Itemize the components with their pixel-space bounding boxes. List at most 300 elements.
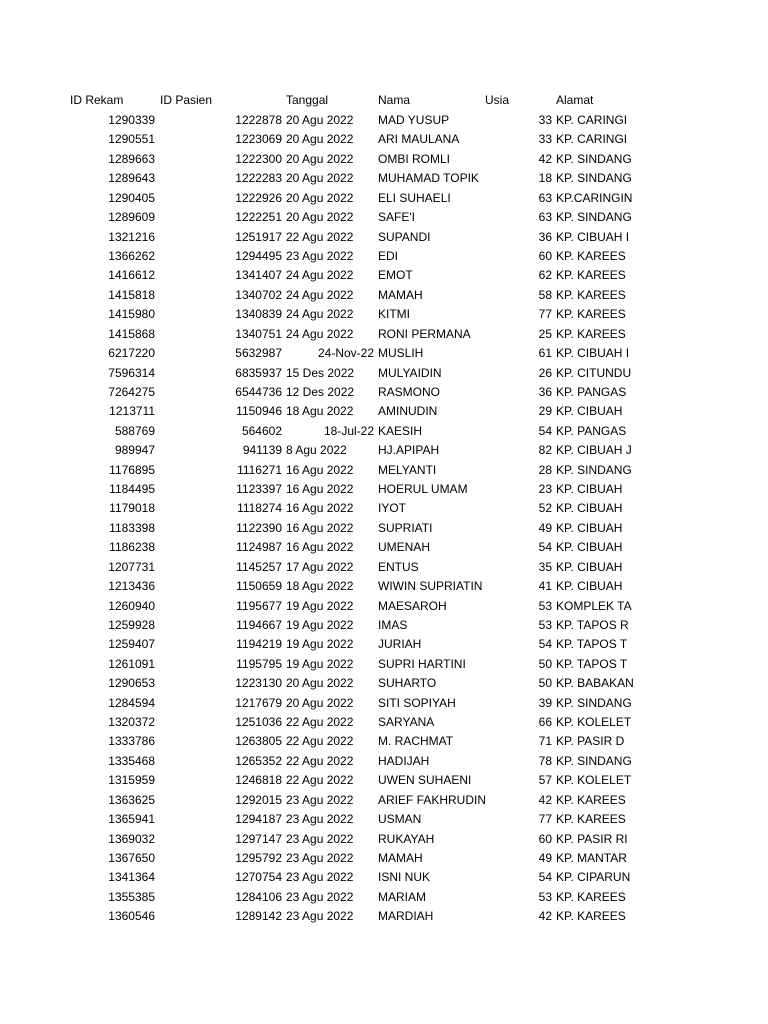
cell-tanggal[interactable]: 24 Agu 2022 [286, 326, 354, 341]
cell-tanggal[interactable]: 22 Agu 2022 [286, 773, 354, 788]
cell-usia[interactable]: 57 [538, 773, 552, 788]
cell-id-pasien[interactable]: 1340839 [235, 307, 282, 322]
cell-nama[interactable]: USMAN [378, 812, 422, 827]
cell-nama[interactable]: SUPRI HARTINI [378, 656, 466, 671]
cell-tanggal[interactable]: 24 Agu 2022 [286, 287, 354, 302]
cell-id-pasien[interactable]: 6835937 [235, 365, 282, 380]
table-row [0, 364, 768, 383]
cell-tanggal[interactable]: 22 Agu 2022 [286, 715, 354, 729]
cell-alamat[interactable]: KP. BABAKAN [556, 676, 634, 691]
cell-usia[interactable]: 50 [538, 656, 552, 671]
cell-usia[interactable]: 53 [538, 598, 552, 613]
cell-nama[interactable]: SITI SOPIYAH [378, 695, 456, 710]
cell-alamat[interactable]: KP. TAPOS T [556, 637, 628, 652]
cell-alamat[interactable]: KP. SINDANG [556, 462, 632, 477]
cell-alamat[interactable]: KP. KAREES [556, 812, 626, 827]
cell-nama[interactable]: MULYAIDIN [378, 365, 442, 380]
cell-nama[interactable]: IMAS [378, 617, 408, 632]
cell-usia[interactable]: 18 [538, 171, 552, 186]
cell-id-rekam[interactable]: 1367650 [108, 851, 155, 865]
cell-id-pasien[interactable]: 1284106 [235, 889, 282, 904]
table-row [0, 130, 768, 149]
cell-id-rekam[interactable]: 1284594 [108, 695, 155, 710]
cell-tanggal[interactable]: 20 Agu 2022 [286, 676, 354, 691]
cell-usia[interactable]: 53 [538, 889, 552, 904]
cell-id-pasien[interactable]: 1150659 [236, 579, 282, 594]
cell-id-pasien[interactable]: 1295792 [235, 851, 282, 865]
cell-id-rekam[interactable]: 1213436 [108, 579, 155, 594]
cell-usia[interactable]: 60 [538, 831, 552, 846]
cell-id-pasien[interactable]: 1292015 [235, 792, 282, 807]
cell-usia[interactable]: 23 [538, 482, 552, 496]
cell-nama[interactable]: OMBI ROMLI [378, 151, 451, 166]
cell-nama[interactable]: EMOT [378, 268, 413, 283]
cell-id-pasien[interactable]: 941139 [242, 443, 282, 458]
cell-tanggal[interactable]: 15 Des 2022 [286, 365, 355, 380]
cell-id-pasien[interactable]: 1297147 [235, 831, 282, 846]
table-row [0, 907, 768, 926]
cell-usia[interactable]: 42 [538, 151, 552, 166]
cell-nama[interactable]: MELYANTI [378, 462, 437, 477]
cell-usia[interactable]: 61 [538, 346, 552, 360]
cell-id-pasien[interactable]: 1223130 [235, 676, 282, 691]
cell-tanggal[interactable]: 8 Agu 2022 [286, 443, 347, 458]
cell-id-rekam[interactable]: 1289609 [108, 210, 155, 225]
cell-tanggal[interactable]: 12 Des 2022 [286, 384, 355, 399]
cell-id-pasien[interactable]: 1194219 [236, 637, 282, 652]
table-row [0, 150, 768, 169]
cell-nama[interactable]: SUPANDI [378, 229, 431, 244]
cell-usia[interactable]: 78 [538, 753, 552, 768]
cell-usia[interactable]: 60 [538, 248, 552, 263]
cell-nama[interactable]: ENTUS [378, 559, 419, 574]
cell-usia[interactable]: 53 [538, 617, 552, 632]
cell-nama[interactable]: SARYANA [378, 715, 435, 729]
cell-alamat[interactable]: KP. CIBUAH I [556, 346, 630, 360]
cell-nama[interactable]: SUPRIATI [378, 520, 433, 535]
cell-id-rekam[interactable]: 1289663 [108, 151, 155, 166]
table-row [0, 325, 768, 344]
cell-id-rekam[interactable]: 1183398 [109, 520, 155, 535]
table-row [0, 169, 768, 188]
cell-alamat[interactable]: KP. TAPOS R [556, 617, 629, 632]
cell-nama[interactable]: HJ.APIPAH [378, 443, 440, 458]
cell-id-rekam[interactable]: 1259928 [108, 617, 155, 632]
cell-id-rekam[interactable]: 1416612 [108, 268, 155, 283]
table-row [0, 635, 768, 654]
cell-tanggal[interactable]: 23 Agu 2022 [286, 870, 354, 885]
cell-tanggal[interactable]: 19 Agu 2022 [286, 617, 354, 632]
cell-tanggal[interactable]: 19 Agu 2022 [286, 598, 354, 613]
cell-tanggal[interactable]: 22 Agu 2022 [286, 229, 354, 244]
cell-nama[interactable]: UWEN SUHAENI [378, 773, 472, 788]
header-row [0, 91, 768, 110]
cell-nama[interactable]: ARI MAULANA [378, 132, 460, 147]
cell-id-rekam[interactable]: 989947 [114, 443, 155, 458]
cell-id-pasien[interactable]: 1222300 [235, 151, 282, 166]
cell-tanggal[interactable]: 23 Agu 2022 [286, 812, 354, 827]
cell-id-pasien[interactable]: 1289142 [235, 909, 282, 924]
cell-nama[interactable]: WIWIN SUPRIATIN [378, 579, 483, 594]
cell-nama[interactable]: HADIJAH [378, 753, 430, 768]
cell-id-rekam[interactable]: 1360546 [108, 909, 155, 924]
table-row [0, 461, 768, 480]
cell-usia[interactable]: 54 [538, 870, 552, 885]
header-usia[interactable]: Usia [485, 93, 510, 107]
cell-tanggal[interactable]: 17 Agu 2022 [286, 559, 354, 574]
cell-nama[interactable]: SUHARTO [378, 676, 437, 691]
cell-usia[interactable]: 35 [538, 559, 552, 574]
cell-usia[interactable]: 63 [538, 190, 552, 205]
cell-tanggal[interactable]: 23 Agu 2022 [286, 792, 354, 807]
cell-usia[interactable]: 71 [538, 734, 552, 749]
table-row [0, 888, 768, 907]
cell-id-rekam[interactable]: 1415818 [108, 287, 155, 302]
cell-id-rekam[interactable]: 7596314 [108, 365, 155, 380]
cell-id-rekam[interactable]: 1341364 [108, 870, 155, 885]
cell-id-rekam[interactable]: 1333786 [108, 734, 155, 749]
table-row [0, 266, 768, 285]
cell-id-pasien[interactable]: 1195795 [236, 656, 282, 671]
cell-alamat[interactable]: KP. CIBUAH [556, 501, 623, 516]
cell-id-rekam[interactable]: 1259407 [108, 637, 155, 652]
cell-alamat[interactable]: KP. CIBUAH [556, 579, 623, 594]
cell-alamat[interactable]: KP. KAREES [556, 792, 626, 807]
cell-usia[interactable]: 77 [538, 812, 552, 827]
cell-id-rekam[interactable]: 6217220 [108, 346, 155, 360]
cell-usia[interactable]: 58 [538, 287, 552, 302]
table-row [0, 441, 768, 460]
cell-tanggal[interactable]: 18-Jul-22 [323, 423, 374, 438]
table-row [0, 577, 768, 596]
cell-usia[interactable]: 26 [538, 365, 552, 380]
table-row [0, 713, 768, 732]
cell-tanggal[interactable]: 16 Agu 2022 [286, 462, 354, 477]
cell-alamat[interactable]: KP. KAREES [556, 889, 626, 904]
cell-nama[interactable]: UMENAH [378, 540, 431, 555]
header-tanggal[interactable]: Tanggal [286, 93, 329, 107]
cell-alamat[interactable]: KP. KAREES [556, 268, 626, 283]
cell-id-pasien[interactable]: 1116271 [237, 462, 282, 477]
cell-tanggal[interactable]: 24 Agu 2022 [286, 307, 354, 322]
cell-id-pasien[interactable]: 1222251 [235, 210, 282, 225]
cell-tanggal[interactable]: 18 Agu 2022 [286, 404, 354, 419]
cell-alamat[interactable]: KP. TAPOS T [556, 656, 628, 671]
cell-id-pasien[interactable]: 1263805 [235, 734, 282, 749]
cell-id-pasien[interactable]: 1122390 [236, 520, 282, 535]
cell-tanggal[interactable]: 16 Agu 2022 [286, 540, 354, 555]
cell-id-pasien[interactable]: 5632987 [235, 346, 282, 360]
cell-id-rekam[interactable]: 7264275 [108, 384, 155, 399]
cell-nama[interactable]: ISNI NUK [378, 870, 431, 885]
cell-id-rekam[interactable]: 1363625 [108, 792, 155, 807]
cell-usia[interactable]: 41 [538, 579, 552, 594]
cell-tanggal[interactable]: 23 Agu 2022 [286, 909, 354, 924]
cell-nama[interactable]: KAESIH [378, 423, 423, 438]
table-row [0, 597, 768, 616]
cell-id-pasien[interactable]: 1341407 [235, 268, 282, 283]
cell-alamat[interactable]: KP. KAREES [556, 909, 626, 924]
cell-tanggal[interactable]: 24 Agu 2022 [286, 268, 354, 283]
cell-nama[interactable]: RUKAYAH [378, 831, 435, 846]
cell-alamat[interactable]: KP. SINDANG [556, 151, 632, 166]
table-row [0, 402, 768, 421]
cell-id-pasien[interactable]: 6544736 [235, 384, 282, 399]
cell-id-pasien[interactable]: 1124987 [236, 540, 282, 555]
table-row [0, 752, 768, 771]
cell-usia[interactable]: 36 [538, 229, 552, 244]
cell-id-pasien[interactable]: 1270754 [235, 870, 282, 885]
cell-usia[interactable]: 49 [538, 520, 552, 535]
cell-tanggal[interactable]: 23 Agu 2022 [286, 831, 354, 846]
cell-id-rekam[interactable]: 588769 [114, 423, 155, 438]
cell-alamat[interactable]: KP. CIBUAH [556, 482, 623, 496]
header-id-rekam[interactable]: ID Rekam [70, 93, 124, 107]
cell-usia[interactable]: 25 [538, 326, 552, 341]
cell-usia[interactable]: 39 [538, 695, 552, 710]
cell-tanggal[interactable]: 16 Agu 2022 [286, 520, 354, 535]
cell-tanggal[interactable]: 23 Agu 2022 [286, 889, 354, 904]
cell-alamat[interactable]: KP. CIPARUN [556, 870, 631, 885]
cell-usia[interactable]: 54 [538, 637, 552, 652]
table-row [0, 694, 768, 713]
cell-usia[interactable]: 62 [538, 268, 552, 283]
cell-tanggal[interactable]: 20 Agu 2022 [286, 171, 354, 186]
table-row [0, 830, 768, 849]
table-row [0, 732, 768, 751]
cell-id-pasien[interactable]: 1145257 [236, 559, 282, 574]
cell-usia[interactable]: 77 [538, 307, 552, 322]
cell-alamat[interactable]: KP.CARINGIN [556, 190, 633, 205]
cell-id-pasien[interactable]: 1251917 [235, 229, 282, 244]
cell-id-pasien[interactable]: 1294495 [235, 248, 282, 263]
cell-alamat[interactable]: KP. KAREES [556, 248, 626, 263]
cell-alamat[interactable]: KP. CITUNDU [556, 365, 632, 380]
cell-alamat[interactable]: KP. PASIR D [556, 734, 625, 749]
cell-id-pasien[interactable]: 1123397 [236, 482, 282, 496]
cell-alamat[interactable]: KP. CIBUAH [556, 540, 623, 555]
table-row [0, 305, 768, 324]
cell-id-rekam[interactable]: 1369032 [108, 831, 155, 846]
table-row [0, 422, 768, 441]
cell-tanggal[interactable]: 20 Agu 2022 [286, 113, 354, 127]
cell-nama[interactable]: MUHAMAD TOPIK [378, 171, 479, 186]
cell-alamat[interactable]: KP. KAREES [556, 326, 626, 341]
table-row [0, 189, 768, 208]
cell-id-rekam[interactable]: 1320372 [108, 715, 155, 729]
cell-id-rekam[interactable]: 1355385 [108, 889, 155, 904]
cell-usia[interactable]: 82 [538, 443, 552, 458]
table-row [0, 849, 768, 868]
table-row [0, 383, 768, 402]
table-row [0, 286, 768, 305]
table-row [0, 868, 768, 887]
cell-alamat[interactable]: KP. PANGAS [556, 384, 627, 399]
cell-id-pasien[interactable]: 1340702 [235, 287, 282, 302]
cell-id-pasien[interactable]: 1246818 [235, 773, 282, 788]
cell-alamat[interactable]: KP. KOLELET [556, 773, 632, 788]
cell-alamat[interactable]: KP. KAREES [556, 287, 626, 302]
cell-nama[interactable]: MAD YUSUP [378, 113, 450, 127]
cell-nama[interactable]: SAFE'I [378, 210, 415, 225]
cell-alamat[interactable]: KP. CIBUAH I [556, 229, 630, 244]
cell-usia[interactable]: 54 [538, 423, 552, 438]
cell-nama[interactable]: MAMAH [378, 851, 423, 865]
cell-nama[interactable]: IYOT [378, 501, 407, 516]
cell-id-pasien[interactable]: 1195677 [236, 598, 282, 613]
cell-id-rekam[interactable]: 1261091 [108, 656, 155, 671]
cell-id-rekam[interactable]: 1415980 [108, 307, 155, 322]
cell-usia[interactable]: 66 [538, 715, 552, 729]
cell-id-rekam[interactable]: 1179018 [109, 501, 155, 516]
cell-nama[interactable]: ELI SUHAELI [378, 190, 451, 205]
cell-id-pasien[interactable]: 1217679 [235, 695, 282, 710]
cell-id-rekam[interactable]: 1415868 [108, 326, 155, 341]
cell-tanggal[interactable]: 16 Agu 2022 [286, 501, 354, 516]
cell-id-rekam[interactable]: 1289643 [108, 171, 155, 186]
cell-tanggal[interactable]: 16 Agu 2022 [286, 482, 354, 496]
cell-nama[interactable]: HOERUL UMAM [378, 482, 468, 496]
cell-alamat[interactable]: KP. SINDANG [556, 171, 632, 186]
cell-alamat[interactable]: KOMPLEK TA [556, 598, 632, 613]
cell-usia[interactable]: 29 [538, 404, 552, 419]
cell-tanggal[interactable]: 23 Agu 2022 [286, 851, 354, 865]
cell-id-rekam[interactable]: 1365941 [108, 812, 155, 827]
cell-alamat[interactable]: KP. PASIR RI [556, 831, 628, 846]
cell-nama[interactable]: MAMAH [378, 287, 423, 302]
table-row [0, 519, 768, 538]
cell-alamat[interactable]: KP. KOLELET [556, 715, 632, 729]
cell-alamat[interactable]: KP. PANGAS [556, 423, 627, 438]
cell-id-pasien[interactable]: 1118274 [237, 501, 282, 516]
cell-alamat[interactable]: KP. CIBUAH [556, 559, 623, 574]
cell-usia[interactable]: 54 [538, 540, 552, 555]
cell-id-rekam[interactable]: 1207731 [108, 559, 155, 574]
cell-tanggal[interactable]: 22 Agu 2022 [286, 753, 354, 768]
cell-id-pasien[interactable]: 564602 [241, 423, 282, 438]
cell-tanggal[interactable]: 20 Agu 2022 [286, 151, 354, 166]
cell-alamat[interactable]: KP. CARINGI [556, 113, 628, 127]
cell-usia[interactable]: 33 [538, 113, 552, 127]
table-row [0, 344, 768, 363]
cell-usia[interactable]: 33 [538, 132, 552, 147]
cell-tanggal[interactable]: 20 Agu 2022 [286, 695, 354, 710]
cell-alamat[interactable]: KP. MANTAR [556, 851, 627, 865]
cell-id-pasien[interactable]: 1251036 [235, 715, 282, 729]
cell-id-rekam[interactable]: 1321216 [108, 229, 155, 244]
cell-nama[interactable]: AMINUDIN [378, 404, 438, 419]
cell-id-rekam[interactable]: 1366262 [108, 248, 155, 263]
header-alamat[interactable]: Alamat [556, 93, 594, 107]
cell-nama[interactable]: KITMI [378, 307, 410, 322]
cell-nama[interactable]: RASMONO [378, 384, 441, 399]
cell-alamat[interactable]: KP. SINDANG [556, 210, 632, 225]
cell-tanggal[interactable]: 23 Agu 2022 [286, 248, 354, 263]
header-nama[interactable]: Nama [378, 93, 411, 107]
cell-nama[interactable]: JURIAH [378, 637, 422, 652]
table-row [0, 499, 768, 518]
cell-id-rekam[interactable]: 1290653 [108, 676, 155, 691]
cell-id-rekam[interactable]: 1176895 [109, 462, 155, 477]
cell-id-pasien[interactable]: 1222878 [235, 113, 282, 127]
cell-usia[interactable]: 52 [538, 501, 552, 516]
cell-usia[interactable]: 50 [538, 676, 552, 691]
table-row [0, 771, 768, 790]
cell-alamat[interactable]: KP. CIBUAH [556, 520, 623, 535]
cell-id-pasien[interactable]: 1265352 [235, 753, 282, 768]
cell-tanggal[interactable]: 24-Nov-22 [317, 346, 374, 360]
cell-nama[interactable]: ARIEF FAKHRUDIN [378, 792, 487, 807]
cell-id-rekam[interactable]: 1315959 [108, 773, 155, 788]
cell-usia[interactable]: 42 [538, 909, 552, 924]
cell-id-pasien[interactable]: 1222926 [235, 190, 282, 205]
header-id-pasien[interactable]: ID Pasien [160, 93, 213, 107]
table-row [0, 674, 768, 693]
cell-id-pasien[interactable]: 1150946 [236, 404, 282, 419]
cell-nama[interactable]: RONI PERMANA [378, 326, 471, 341]
cell-tanggal[interactable]: 20 Agu 2022 [286, 190, 354, 205]
cell-usia[interactable]: 28 [538, 462, 552, 477]
cell-id-pasien[interactable]: 1194667 [236, 617, 282, 632]
cell-id-pasien[interactable]: 1222283 [235, 171, 282, 186]
cell-tanggal[interactable]: 18 Agu 2022 [286, 579, 354, 594]
cell-id-rekam[interactable]: 1335468 [108, 753, 155, 768]
cell-nama[interactable]: MUSLIH [378, 346, 424, 360]
table-row [0, 480, 768, 499]
cell-id-pasien[interactable]: 1340751 [235, 326, 282, 341]
cell-id-rekam[interactable]: 1184495 [109, 482, 155, 496]
table-row [0, 791, 768, 810]
table-row [0, 228, 768, 247]
cell-id-rekam[interactable]: 1290339 [108, 113, 155, 127]
cell-nama[interactable]: MAESAROH [378, 598, 447, 613]
cell-id-pasien[interactable]: 1294187 [235, 812, 282, 827]
table-row [0, 810, 768, 829]
cell-usia[interactable]: 63 [538, 210, 552, 225]
cell-id-rekam[interactable]: 1186238 [109, 540, 155, 555]
cell-alamat[interactable]: KP. CARINGI [556, 132, 628, 147]
cell-id-rekam[interactable]: 1290405 [108, 190, 155, 205]
cell-tanggal[interactable]: 20 Agu 2022 [286, 210, 354, 225]
cell-id-pasien[interactable]: 1223069 [235, 132, 282, 147]
cell-id-rekam[interactable]: 1260940 [108, 598, 155, 613]
cell-alamat[interactable]: KP. CIBUAH [556, 404, 623, 419]
table-row [0, 208, 768, 227]
table-row [0, 111, 768, 130]
cell-usia[interactable]: 49 [538, 851, 552, 865]
cell-alamat[interactable]: KP. SINDANG [556, 753, 632, 768]
table-row [0, 616, 768, 635]
cell-usia[interactable]: 42 [538, 792, 552, 807]
cell-alamat[interactable]: KP. KAREES [556, 307, 626, 322]
cell-id-rekam[interactable]: 1213711 [109, 404, 155, 419]
cell-alamat[interactable]: KP. SINDANG [556, 695, 632, 710]
cell-tanggal[interactable]: 19 Agu 2022 [286, 637, 354, 652]
cell-alamat[interactable]: KP. CIBUAH J [556, 443, 632, 458]
cell-tanggal[interactable]: 22 Agu 2022 [286, 734, 354, 749]
table-row [0, 655, 768, 674]
cell-id-rekam[interactable]: 1290551 [108, 132, 155, 147]
table-row [0, 538, 768, 557]
cell-nama[interactable]: MARIAM [378, 889, 426, 904]
cell-nama[interactable]: M. RACHMAT [378, 734, 454, 749]
cell-usia[interactable]: 36 [538, 384, 552, 399]
table-row [0, 558, 768, 577]
cell-tanggal[interactable]: 20 Agu 2022 [286, 132, 354, 147]
cell-nama[interactable]: EDI [378, 248, 399, 263]
cell-nama[interactable]: MARDIAH [378, 909, 434, 924]
cell-tanggal[interactable]: 19 Agu 2022 [286, 656, 354, 671]
